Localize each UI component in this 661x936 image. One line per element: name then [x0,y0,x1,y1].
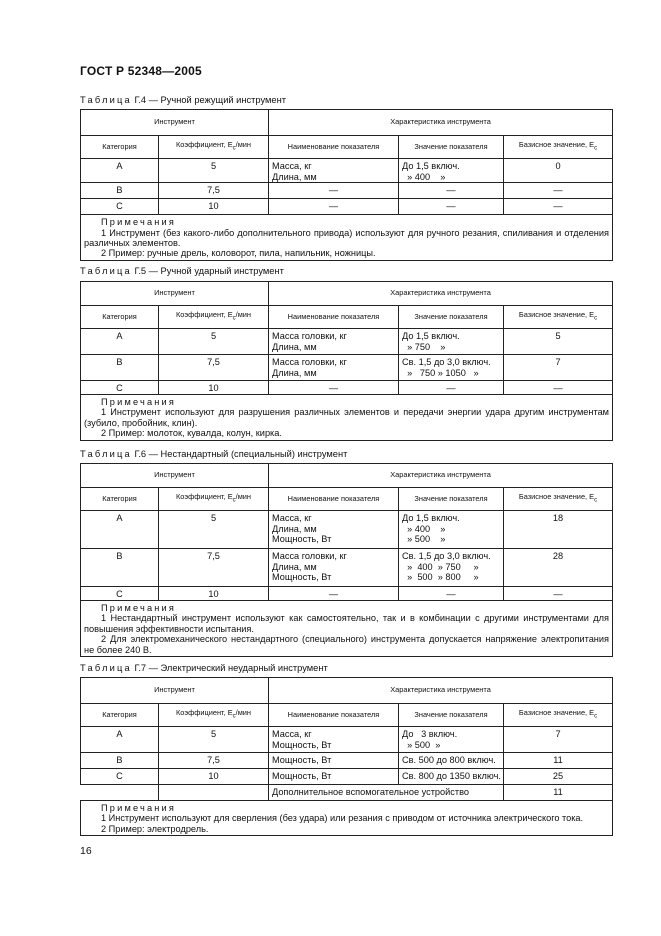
header-base-value [504,136,613,159]
indicator-name: — [328,589,339,599]
indicator-value: » 400 » 750 » [402,561,479,572]
header-coefficient-unit: /мин [235,491,251,501]
cell-category [81,159,159,183]
indicator-name: Масса головки, кг [272,551,347,561]
header-base-value-label: Базисное значение, E [518,491,595,501]
header-coefficient-label: Коэффициент, E [176,491,233,501]
cell-category [81,355,159,381]
header-characteristic-label: Характеристика инструмента [390,685,491,695]
cell-indicator-name [269,769,399,785]
header-indicator-name [269,306,399,329]
header-base-value-label: Базисное значение, E [518,707,595,717]
indicator-name: Масса головки, кг [272,331,347,341]
coefficient-value: 5 [210,513,217,523]
cell-coefficient [159,727,269,753]
table-row [81,727,613,753]
table-row [81,199,613,215]
base-value: 7 [555,357,561,367]
category-value: A [116,331,123,341]
notes-title: Примечания [101,803,177,813]
cell-base-value [504,329,613,355]
table-caption-g5: Таблица Г.5 — Ручной ударный инструмент [80,266,284,276]
table-row [81,381,613,395]
table-caption-g4: Таблица Г.4 — Ручной режущий инструмент [80,95,286,105]
notes-cell [81,601,613,657]
cell-indicator-name [269,727,399,753]
cell-indicator-name [269,355,399,381]
notes-cell [81,215,613,261]
cell-extra-base [504,785,613,801]
header-indicator-name [269,488,399,511]
base-value: 7 [555,729,561,739]
indicator-name: Длина, мм [272,341,317,352]
indicator-name: Мощность, Вт [272,739,332,750]
header-base-value-sub: c [594,713,598,720]
base-value: 28 [552,551,564,561]
note-text: 1 Нестандартный инструмент используют как самостоятельно, так и в комбинации с другими инструментами для повышения эффективности испытания. [84,613,609,634]
header-characteristic-label: Характеристика инструмента [390,117,491,127]
header-base-value [504,488,613,511]
header-indicator-value [399,136,504,159]
notes-row [81,801,613,836]
header-indicator-name-label: Наименование показателя [287,141,380,151]
indicator-value: » 400 » [402,171,446,182]
header-indicator-value [399,488,504,511]
cell-empty [81,785,159,801]
indicator-value: » 750 » [402,341,446,352]
cell-base-value [504,159,613,183]
extra-row-label: Дополнительное вспомогательное устройство [272,787,469,797]
coefficient-value: 5 [210,331,217,341]
header-indicator-value [399,704,504,727]
cell-coefficient [159,329,269,355]
category-value: B [116,755,123,765]
header-coefficient-unit: /мин [235,139,251,149]
cell-indicator-name [269,511,399,549]
header-coefficient-unit: /мин [235,309,251,319]
cell-indicator-value [399,753,504,769]
table-row [81,753,613,769]
header-base-value-sub: c [594,145,598,152]
page-number: 16 [80,845,92,857]
cell-coefficient [159,381,269,395]
base-value: 5 [555,331,561,341]
header-base-value-label: Базисное значение, E [518,139,595,149]
category-value: B [116,357,123,367]
notes-cell [81,395,613,441]
cell-category [81,511,159,549]
cell-coefficient [159,769,269,785]
header-characteristic [269,464,613,488]
header-category [81,306,159,329]
cell-indicator-name [269,329,399,355]
coefficient-value: 7,5 [207,755,220,765]
cell-category [81,183,159,199]
cell-base-value [504,183,613,199]
header-instrument [81,678,269,704]
cell-indicator-value [399,381,504,395]
header-coefficient-label: Коэффициент, E [176,309,233,319]
header-characteristic-label: Характеристика инструмента [390,288,491,298]
category-value: A [116,513,123,523]
indicator-value: » 500 » [402,534,446,545]
notes-cell [81,801,613,836]
cell-coefficient [159,183,269,199]
document-header: ГОСТ Р 52348—2005 [80,64,202,78]
indicator-name: Длина, мм [272,561,317,572]
notes-row [81,215,613,261]
header-coefficient-label: Коэффициент, E [176,139,233,149]
coefficient-value: 10 [208,383,219,393]
base-value: — [553,201,563,212]
cell-indicator-value [399,199,504,215]
cell-base-value [504,511,613,549]
header-instrument [81,464,269,488]
header-instrument-label: Инструмент [154,288,195,298]
indicator-name: — [328,383,339,393]
table-row [81,549,613,587]
note-text: 2 Пример: ручные дрель, коловорот, пила, напильник, ножницы. [101,248,376,259]
indicator-name: Масса головки, кг [272,357,347,367]
base-value: — [553,589,563,599]
header-characteristic [269,678,613,704]
header-coefficient-unit: /мин [235,707,251,717]
indicator-name: — [328,185,339,196]
indicator-value: Св. 1,5 до 3,0 включ. [402,357,491,367]
coefficient-value: 5 [210,161,217,171]
coefficient-value: 10 [208,589,219,599]
table-caption-g6: Таблица Г.6 — Нестандартный (специальный) инструмент [80,449,348,459]
indicator-name: Длина, мм [272,523,317,534]
coefficient-value: 5 [210,729,217,739]
table-g7 [80,677,613,836]
indicator-name: — [328,201,339,212]
notes-title: Примечания [101,397,177,407]
cell-indicator-value [399,329,504,355]
table-row [81,183,613,199]
header-instrument-label: Инструмент [154,685,195,695]
indicator-name: Масса, кг [272,161,312,171]
header-indicator-value-label: Значение показателя [414,493,488,503]
cell-coefficient [159,355,269,381]
header-instrument [81,282,269,306]
note-text: 1 Инструмент используют для разрушения различных элементов и передачи энергии удара другим инструментам (зубило, пробойник, клин). [84,407,609,428]
cell-indicator-value [399,159,504,183]
header-base-value [504,704,613,727]
table-g5 [80,281,613,441]
header-category-label: Категория [102,709,137,719]
cell-indicator-value [399,727,504,753]
note-text: 2 Пример: электродрель. [101,823,209,834]
header-category-label: Категория [102,141,137,151]
header-coefficient-sub: c [232,145,236,152]
indicator-value: Св. 800 до 1350 включ. [402,771,501,781]
coefficient-value: 10 [208,201,219,212]
coefficient-value: 7,5 [207,357,220,367]
cell-indicator-name [269,753,399,769]
category-value: A [116,729,123,739]
header-indicator-value [399,306,504,329]
extra-row-base: 11 [553,787,563,797]
base-value: — [553,185,563,196]
cell-indicator-name [269,549,399,587]
header-characteristic [269,110,613,136]
notes-row [81,601,613,657]
table-g6 [80,463,613,657]
table-row [81,769,613,785]
table-caption-g7: Таблица Г.7 — Электрический неударный инструмент [80,663,328,673]
table-row-extra [81,785,613,801]
header-indicator-name-label: Наименование показателя [287,493,380,503]
header-category-label: Категория [102,311,137,321]
indicator-value: — [446,201,456,212]
header-indicator-value-label: Значение показателя [414,709,488,719]
header-category [81,704,159,727]
table-g4 [80,109,613,261]
cell-indicator-name [269,159,399,183]
category-value: B [116,185,123,196]
header-instrument-label: Инструмент [154,117,195,127]
base-value: 18 [552,513,564,523]
table-row [81,159,613,183]
cell-empty [159,785,269,801]
header-characteristic-label: Характеристика инструмента [390,470,491,480]
indicator-value: До 1,5 включ. [402,331,460,341]
base-value: 11 [553,755,563,765]
category-value: C [116,589,123,599]
header-base-value [504,306,613,329]
category-value: C [116,383,123,393]
indicator-value: » 500 » 800 » [402,572,479,583]
cell-indicator-name [269,183,399,199]
indicator-value: — [446,185,456,196]
cell-category [81,727,159,753]
cell-coefficient [159,549,269,587]
table-row [81,355,613,381]
cell-category [81,329,159,355]
cell-indicator-value [399,511,504,549]
indicator-name: Масса, кг [272,729,312,739]
indicator-name: Мощность, Вт [272,771,332,781]
cell-coefficient [159,587,269,601]
category-value: C [116,771,123,781]
cell-coefficient [159,159,269,183]
header-indicator-value-label: Значение показателя [414,311,488,321]
coefficient-value: 10 [208,771,219,781]
cell-indicator-value [399,769,504,785]
header-coefficient-sub: c [232,497,236,504]
category-value: C [116,201,123,212]
cell-category [81,769,159,785]
header-indicator-name [269,704,399,727]
cell-category [81,587,159,601]
cell-indicator-name [269,381,399,395]
header-instrument-label: Инструмент [154,470,195,480]
cell-indicator-value [399,183,504,199]
indicator-value: » 500 » [402,739,441,750]
indicator-value: » 750 » 1050 » [402,367,479,378]
indicator-name: Длина, мм [272,367,317,378]
note-text: 1 Инструмент используют для сверления (без удара) или резания с приводом от источника электрического тока. [101,813,584,824]
indicator-name: Масса, кг [272,513,312,523]
header-base-value-sub: c [594,497,598,504]
base-value: — [553,383,563,393]
header-instrument [81,110,269,136]
cell-base-value [504,549,613,587]
cell-indicator-value [399,355,504,381]
cell-indicator-name [269,587,399,601]
indicator-value: Св. 1,5 до 3,0 включ. [402,551,491,561]
note-text: 1 Инструмент (без какого-либо дополнительного привода) используют для ручного резания, спиливания и отделения различных элементов. [84,227,609,248]
notes-title: Примечания [101,217,177,228]
cell-base-value [504,355,613,381]
cell-extra-label [269,785,504,801]
coefficient-value: 7,5 [207,185,220,196]
cell-coefficient [159,753,269,769]
header-indicator-name [269,136,399,159]
base-value: 0 [555,161,561,171]
base-value: 25 [552,771,564,781]
header-base-value-label: Базисное значение, E [518,309,595,319]
cell-indicator-name [269,199,399,215]
indicator-name: Длина, мм [272,171,317,182]
indicator-value: До 1,5 включ. [402,513,460,523]
cell-base-value [504,727,613,753]
cell-base-value [504,587,613,601]
category-value: A [116,161,123,171]
header-characteristic [269,282,613,306]
header-coefficient [159,136,269,159]
coefficient-value: 7,5 [207,551,220,561]
cell-indicator-value [399,549,504,587]
header-coefficient-sub: c [232,315,236,322]
note-text: 2 Для электромеханического нестандартного (специального) инструмента допускается напряжение электропитания не более 240 В. [84,634,609,655]
indicator-value: Св. 500 до 800 включ. [402,755,496,765]
header-category [81,136,159,159]
cell-base-value [504,199,613,215]
cell-coefficient [159,511,269,549]
header-coefficient [159,704,269,727]
header-category-label: Категория [102,493,137,503]
header-coefficient-sub: c [232,713,236,720]
indicator-value: — [446,383,456,393]
header-category [81,488,159,511]
cell-base-value [504,381,613,395]
indicator-value: — [446,589,456,599]
header-indicator-name-label: Наименование показателя [287,311,380,321]
header-coefficient [159,488,269,511]
indicator-name: Мощность, Вт [272,572,332,583]
cell-base-value [504,753,613,769]
table-row [81,329,613,355]
header-indicator-name-label: Наименование показателя [287,709,380,719]
note-text: 2 Пример: молоток, кувалда, колун, кирка. [101,428,282,439]
cell-indicator-value [399,587,504,601]
cell-category [81,381,159,395]
table-row [81,511,613,549]
cell-category [81,549,159,587]
indicator-value: » 400 » [402,523,446,534]
notes-row [81,395,613,441]
cell-category [81,753,159,769]
header-coefficient-label: Коэффициент, E [176,707,233,717]
table-row [81,587,613,601]
cell-category [81,199,159,215]
indicator-value: До 3 включ. [402,729,458,739]
indicator-value: До 1,5 включ. [402,161,460,171]
header-indicator-value-label: Значение показателя [414,141,488,151]
indicator-name: Мощность, Вт [272,534,332,545]
indicator-name: Мощность, Вт [272,755,332,765]
category-value: B [116,551,123,561]
notes-title: Примечания [101,603,177,613]
cell-base-value [504,769,613,785]
cell-coefficient [159,199,269,215]
header-base-value-sub: c [594,315,598,322]
header-coefficient [159,306,269,329]
